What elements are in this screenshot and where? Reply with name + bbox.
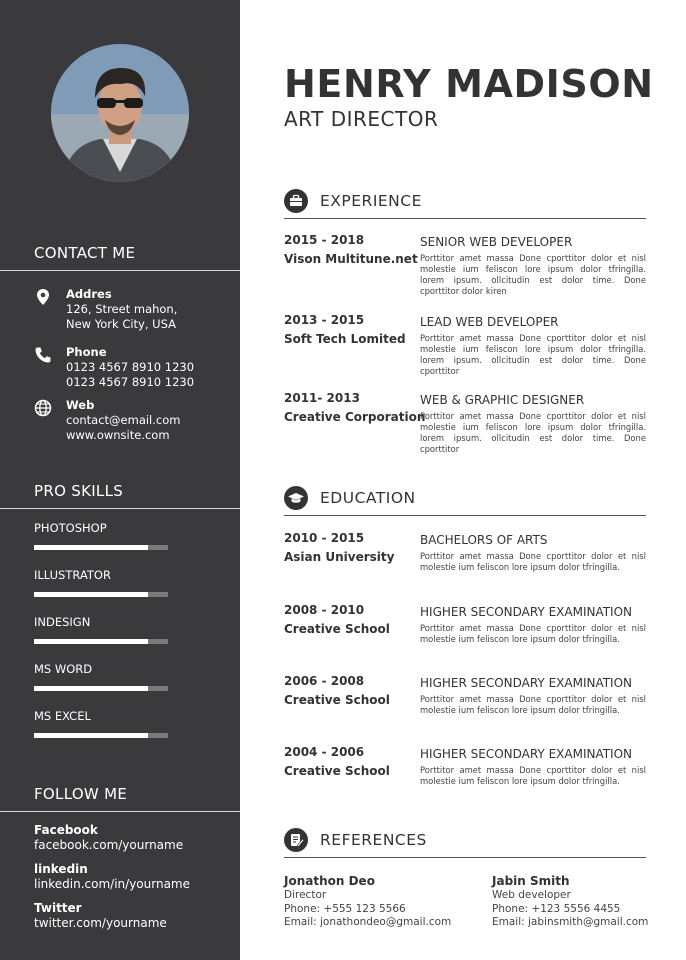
- skill-name: INDESIGN: [34, 615, 91, 629]
- skill-name: PHOTOSHOP: [34, 521, 107, 535]
- contact-title: CONTACT ME: [34, 244, 136, 262]
- address-line-2: New York City, USA: [66, 317, 176, 331]
- education-title: EDUCATION: [320, 489, 416, 507]
- experience-years: 2011- 2013: [284, 391, 360, 405]
- education-description: Porttitor amet massa Done cporttitor dolor et nisl molestie ium feliscon lore ipsum dolor tfringilla.: [420, 551, 646, 572]
- linkedin-link[interactable]: linkedin.com/in/yourname: [34, 877, 191, 891]
- experience-divider: [284, 218, 646, 219]
- phone-icon: [34, 346, 52, 364]
- twitter-label: Twitter: [34, 901, 82, 915]
- address-label: Addres: [66, 287, 112, 301]
- skill-bar-track: [34, 592, 168, 597]
- education-degree: HIGHER SECONDARY EXAMINATION: [420, 747, 633, 761]
- reference-name: Jabin Smith: [492, 874, 570, 888]
- follow-facebook: [34, 823, 234, 853]
- skill-bar-fill: [34, 592, 148, 597]
- education-institution: Creative School: [284, 764, 390, 778]
- skill-bar-track: [34, 686, 168, 691]
- education-degree: HIGHER SECONDARY EXAMINATION: [420, 676, 633, 690]
- education-description: Porttitor amet massa Done cporttitor dolor et nisl molestie ium feliscon lore ipsum dolor tfringilla.: [420, 623, 646, 644]
- experience-org: Soft Tech Lomited: [284, 332, 406, 346]
- experience-description: Porttitor amet massa Done cporttitor dolor et nisl molestie ium feliscon lore ipsum dolor tfringilla. lorem ipsum. ollcitudin est dolor time. Done cporttitor dolor kiren: [420, 253, 646, 296]
- skill-bar-fill: [34, 545, 148, 550]
- contact-divider: [0, 270, 240, 271]
- reference-email[interactable]: Email: jabinsmith@gmail.com: [492, 916, 649, 928]
- reference-item: [492, 873, 672, 930]
- references-divider: [284, 857, 646, 858]
- phone-label: Phone: [66, 345, 107, 359]
- skill-name: ILLUSTRATOR: [34, 568, 111, 582]
- education-degree: BACHELORS OF ARTS: [420, 533, 548, 547]
- education-years: 2010 - 2015: [284, 531, 365, 545]
- skill-bar-fill: [34, 686, 148, 691]
- experience-job-title: WEB & GRAPHIC DESIGNER: [420, 393, 585, 407]
- reference-item: [284, 873, 464, 930]
- experience-org: Vison Multitune.net: [284, 252, 418, 266]
- reference-role: Director: [284, 889, 327, 901]
- education-degree: HIGHER SECONDARY EXAMINATION: [420, 605, 633, 619]
- skill-bar-fill: [34, 733, 148, 738]
- location-pin-icon: [34, 288, 52, 306]
- skill-photoshop: [34, 521, 234, 535]
- skills-title: PRO SKILLS: [34, 482, 124, 500]
- linkedin-label: linkedin: [34, 862, 88, 876]
- education-description: Porttitor amet massa Done cporttitor dolor et nisl molestie ium feliscon lore ipsum dolor tfringilla.: [420, 765, 646, 786]
- education-years: 2008 - 2010: [284, 603, 365, 617]
- reference-role: Web developer: [492, 889, 571, 901]
- web-label: Web: [66, 398, 95, 412]
- skill-name: MS WORD: [34, 662, 93, 676]
- twitter-link[interactable]: twitter.com/yourname: [34, 916, 167, 930]
- reference-name: Jonathon Deo: [284, 874, 375, 888]
- experience-job-title: LEAD WEB DEVELOPER: [420, 315, 559, 329]
- experience-description: Porttitor amet massa Done cporttitor dolor et nisl molestie ium feliscon lore ipsum dolor tfringilla. lorem ipsum. ollcitudin est dolor time. Done cporttitor: [420, 333, 646, 376]
- follow-divider: [0, 811, 240, 812]
- skill-bar-track: [34, 733, 168, 738]
- profile-photo: [51, 44, 189, 182]
- skill-name: MS EXCEL: [34, 709, 91, 723]
- experience-years: 2015 - 2018: [284, 233, 365, 247]
- briefcase-icon: [284, 189, 308, 213]
- follow-title: FOLLOW ME: [34, 785, 128, 803]
- skill-bar-fill: [34, 639, 148, 644]
- education-institution: Creative School: [284, 622, 390, 636]
- web-site[interactable]: www.ownsite.com: [66, 428, 170, 442]
- education-years: 2006 - 2008: [284, 674, 365, 688]
- sidebar: [0, 0, 240, 960]
- education-institution: Creative School: [284, 693, 390, 707]
- skill-ms-excel: [34, 709, 234, 723]
- education-divider: [284, 515, 646, 516]
- experience-description: Porttitor amet massa Done cporttitor dolor et nisl molestie ium feliscon lore ipsum dolor tfringilla. lorem ipsum. ollcitudin est dolor time. Done cporttitor: [420, 411, 646, 454]
- experience-title: EXPERIENCE: [320, 192, 422, 210]
- skill-bar-track: [34, 545, 168, 550]
- skills-divider: [0, 508, 240, 509]
- education-description: Porttitor amet massa Done cporttitor dolor et nisl molestie ium feliscon lore ipsum dolor tfringilla.: [420, 694, 646, 715]
- reference-email[interactable]: Email: jonathondeo@gmail.com: [284, 916, 452, 928]
- follow-linkedin: [34, 862, 234, 892]
- reference-phone: Phone: +123 5556 4455: [492, 902, 621, 915]
- address-line-1: 126, Street mahon,: [66, 302, 178, 316]
- skill-bar-track: [34, 639, 168, 644]
- experience-job-title: SENIOR WEB DEVELOPER: [420, 235, 573, 249]
- follow-twitter: [34, 901, 234, 931]
- education-institution: Asian University: [284, 550, 395, 564]
- facebook-label: Facebook: [34, 823, 98, 837]
- phone-line-2: 0123 4567 8910 1230: [66, 375, 195, 389]
- facebook-link[interactable]: facebook.com/yourname: [34, 838, 184, 852]
- education-years: 2004 - 2006: [284, 745, 365, 759]
- experience-org: Creative Corporation: [284, 410, 426, 424]
- skill-illustrator: [34, 568, 234, 582]
- skill-ms-word: [34, 662, 234, 676]
- phone-line-1: 0123 4567 8910 1230: [66, 360, 195, 374]
- web-email[interactable]: contact@email.com: [66, 413, 181, 427]
- edit-document-icon: [284, 828, 308, 852]
- person-role: ART DIRECTOR: [284, 107, 439, 131]
- globe-icon: [34, 399, 52, 417]
- person-name: HENRY MADISON: [284, 62, 654, 106]
- experience-years: 2013 - 2015: [284, 313, 365, 327]
- references-title: REFERENCES: [320, 831, 427, 849]
- portrait-image: [51, 44, 189, 182]
- reference-phone: Phone: +555 123 5566: [284, 902, 406, 915]
- skill-indesign: [34, 615, 234, 629]
- graduation-cap-icon: [284, 486, 308, 510]
